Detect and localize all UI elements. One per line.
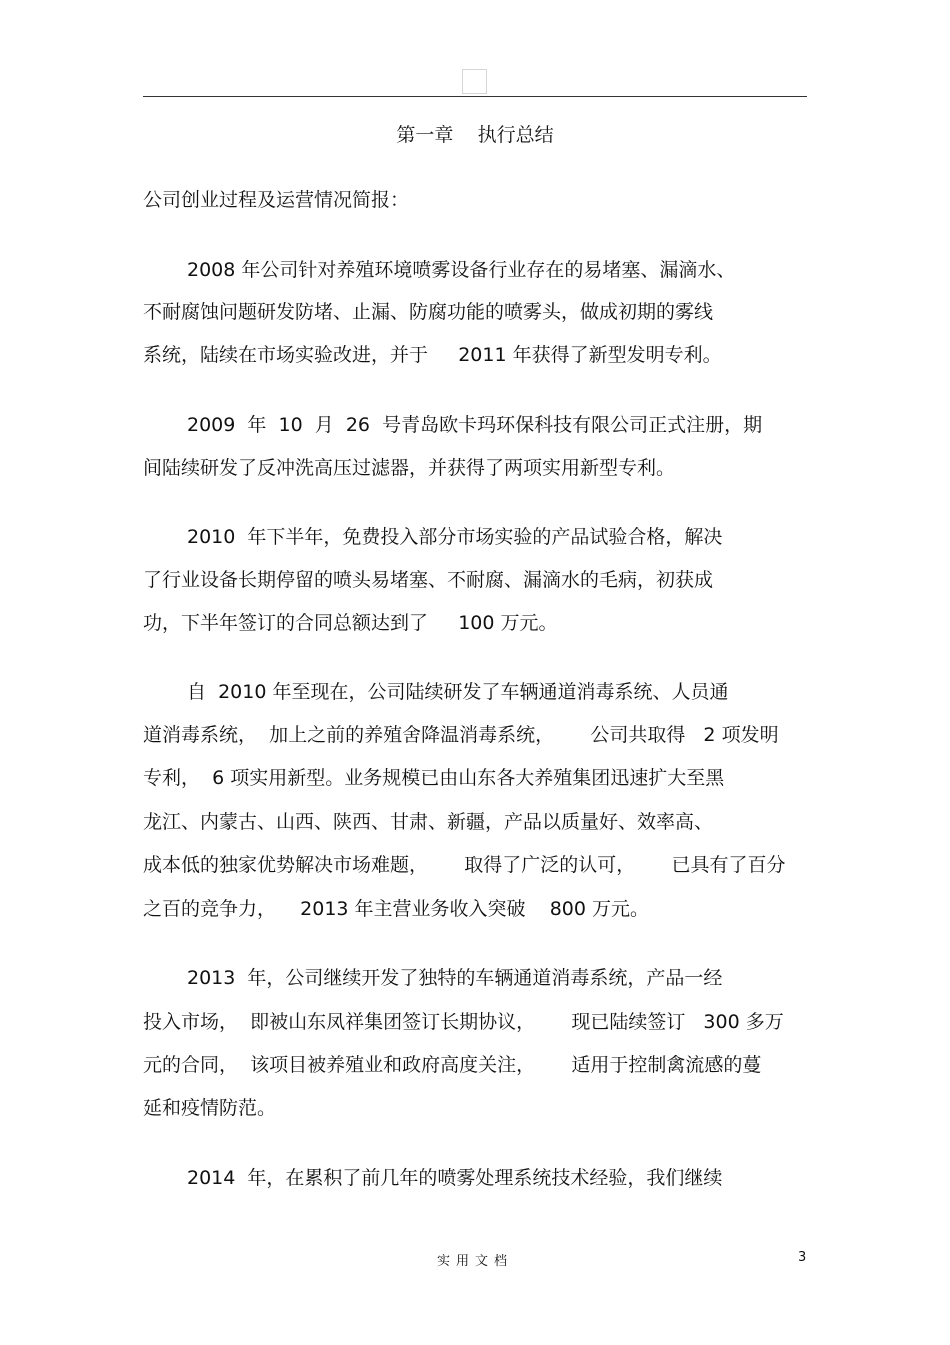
paragraph-4-line-1: 自 2010 年至现在，公司陆续研发了车辆通道消毒系统、人员通 (187, 681, 729, 703)
paragraph-1-line-2: 不耐腐蚀问题研发防堵、止漏、防腐功能的喷雾头，做成初期的雾线 (143, 301, 714, 323)
footer-label: 实用文档 (436, 1254, 513, 1269)
paragraph-3-line-3: 功，下半年签订的合同总额达到了 100 万元。 (143, 612, 558, 634)
intro-heading: 公司创业过程及运营情况简报： (143, 189, 410, 211)
paragraph-1-line-1: 2008 年公司针对养殖环境喷雾设备行业存在的易堵塞、漏滴水、 (187, 259, 736, 281)
header-mark (462, 69, 487, 94)
paragraph-5-line-1: 2013 年，公司继续开发了独特的车辆通道消毒系统，产品一经 (187, 967, 723, 989)
paragraph-2-line-2: 间陆续研发了反冲洗高压过滤器，并获得了两项实用新型专利。 (143, 457, 676, 479)
paragraph-3-line-1: 2010 年下半年，免费投入部分市场实验的产品试验合格，解决 (187, 526, 723, 548)
chapter-title: 第一章 执行总结 (396, 124, 554, 146)
paragraph-4-line-5: 成本低的独家优势解决市场难题， 取得了广泛的认可， 已具有了百分 (143, 854, 786, 876)
paragraph-4-line-6: 之百的竞争力， 2013 年主营业务收入突破 800 万元。 (143, 898, 650, 920)
header-rule (143, 96, 807, 97)
paragraph-3-line-2: 了行业设备长期停留的喷头易堵塞、不耐腐、漏滴水的毛病，初获成 (143, 569, 714, 591)
paragraph-5-line-4: 延和疫情防范。 (143, 1097, 277, 1119)
paragraph-4-line-2: 道消毒系统， 加上之前的养殖舍降温消毒系统， 公司共取得 2 项发明 (143, 724, 779, 746)
paragraph-1-line-3: 系统，陆续在市场实验改进，并于 2011 年获得了新型发明专利。 (143, 344, 722, 366)
paragraph-2-line-1: 2009 年 10 月 26 号青岛欧卡玛环保科技有限公司正式注册，期 (187, 414, 763, 436)
page-number: 3 (798, 1250, 807, 1265)
paragraph-4-line-3: 专利， 6 项实用新型。业务规模已由山东各大养殖集团迅速扩大至黑 (143, 767, 725, 789)
paragraph-5-line-3: 元的合同， 该项目被养殖业和政府高度关注， 适用于控制禽流感的蔓 (143, 1054, 762, 1076)
paragraph-4-line-4: 龙江、内蒙古、山西、陕西、甘肃、新疆，产品以质量好、效率高、 (143, 811, 714, 833)
paragraph-6-line-1: 2014 年，在累积了前几年的喷雾处理系统技术经验，我们继续 (187, 1167, 723, 1189)
paragraph-5-line-2: 投入市场， 即被山东凤祥集团签订长期协议， 现已陆续签订 300 多万 (143, 1011, 784, 1033)
